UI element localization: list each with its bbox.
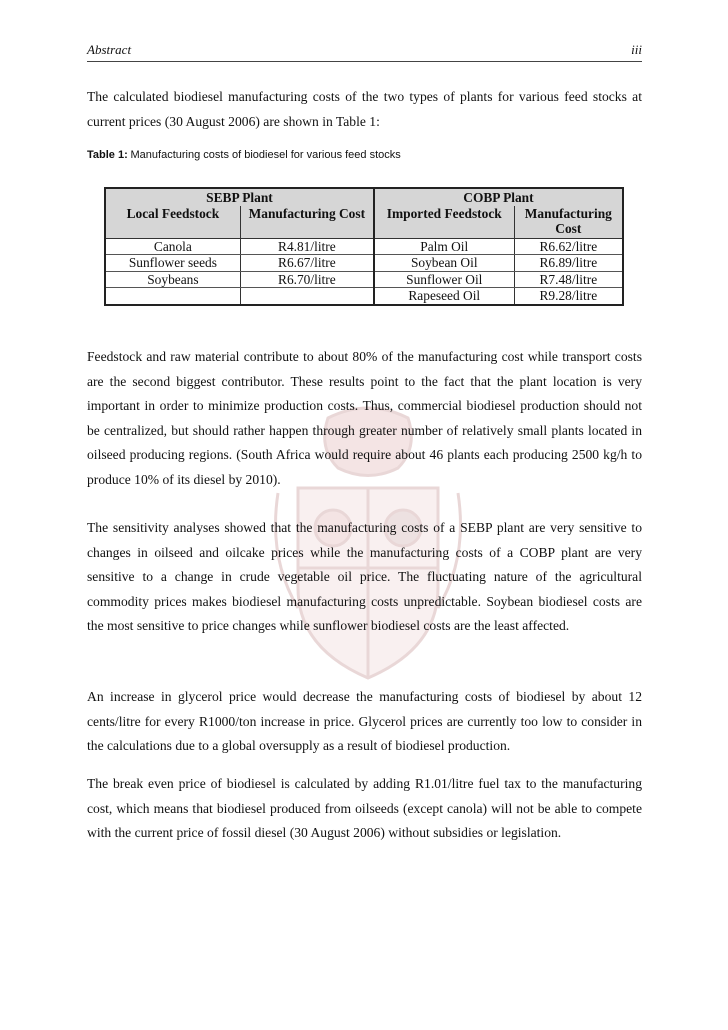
table-cell: R6.62/litre xyxy=(514,238,623,255)
table-cell: R6.70/litre xyxy=(240,271,374,288)
table-caption xyxy=(87,149,401,161)
section-title: Abstract xyxy=(87,42,132,57)
table-cell: R7.48/litre xyxy=(514,271,623,288)
body-paragraph: The break even price of biodiesel is calculated by adding R1.01/litre fuel tax to the manufacturing cost, which means that biodiesel produced from oilseeds (except canola) will not be able to compete with the current price of fossil diesel (30 August 2006) without subsidies or legislation. xyxy=(87,776,642,840)
body-paragraph: The sensitivity analyses showed that the manufacturing costs of a SEBP plant are very sensitive to changes in oilseed and oilcake prices while the manufacturing costs of a COBP plant are very sensitive to a change in crude vegetable oil price. The fluctuating nature of the agricultural commodity prices makes biodiesel manufacturing costs unpredictable. Soybean biodiesel costs are the most sensitive to price changes while sunflower biodiesel costs are the least affected. xyxy=(87,520,642,633)
group-header-sebp: SEBP Plant xyxy=(105,188,374,206)
group-header-cobp: COBP Plant xyxy=(374,188,623,206)
body-paragraph: An increase in glycerol price would decrease the manufacturing costs of biodiesel by about 12 cents/litre for every R1000/ton increase in price. Glycerol prices are currently too low to consider in the calculations due to a global oversupply as a result of biodiesel production. xyxy=(87,689,642,753)
table-row xyxy=(105,271,623,288)
cost-table xyxy=(104,187,624,306)
table-cell: Canola xyxy=(105,238,240,255)
table-cell: Sunflower Oil xyxy=(374,271,514,288)
table-caption-text: Manufacturing costs of biodiesel for various feed stocks xyxy=(130,149,401,161)
page-header xyxy=(87,42,642,60)
column-header: Manufacturing Cost xyxy=(240,206,374,239)
table-cell: R6.67/litre xyxy=(240,255,374,272)
table-cell xyxy=(240,288,374,305)
table-caption-label: Table 1: xyxy=(87,149,128,161)
table-row xyxy=(105,255,623,272)
table-cell xyxy=(105,288,240,305)
table-cell: Soybean Oil xyxy=(374,255,514,272)
body-paragraph: Feedstock and raw material contribute to about 80% of the manufacturing cost while transport costs are the second biggest contributor. These results point to the fact that the plant location is very important in order to minimize production costs. Thus, commercial biodiesel production should not be centralized, but should rather happen through greater number of relatively small plants located in oilseed producing regions. (South Africa would require about 46 plants each producing 2500 kg/h to produce 10% of its diesel by 2010). xyxy=(87,349,642,487)
page-number: iii xyxy=(631,42,642,57)
table-cell: Sunflower seeds xyxy=(105,255,240,272)
table-cell: R6.89/litre xyxy=(514,255,623,272)
table-cell: R4.81/litre xyxy=(240,238,374,255)
intro-paragraph: The calculated biodiesel manufacturing costs of the two types of plants for various feed stocks at current prices (30 August 2006) are shown in Table 1: xyxy=(87,89,642,129)
header-rule xyxy=(87,61,642,62)
column-header: Imported Feedstock xyxy=(374,206,514,239)
table-row xyxy=(105,288,623,305)
table-cell: Palm Oil xyxy=(374,238,514,255)
table-cell: Soybeans xyxy=(105,271,240,288)
table-cell: R9.28/litre xyxy=(514,288,623,305)
column-header: Local Feedstock xyxy=(105,206,240,239)
table-cell: Rapeseed Oil xyxy=(374,288,514,305)
table-row xyxy=(105,238,623,255)
column-header: Manufacturing Cost xyxy=(514,206,623,239)
